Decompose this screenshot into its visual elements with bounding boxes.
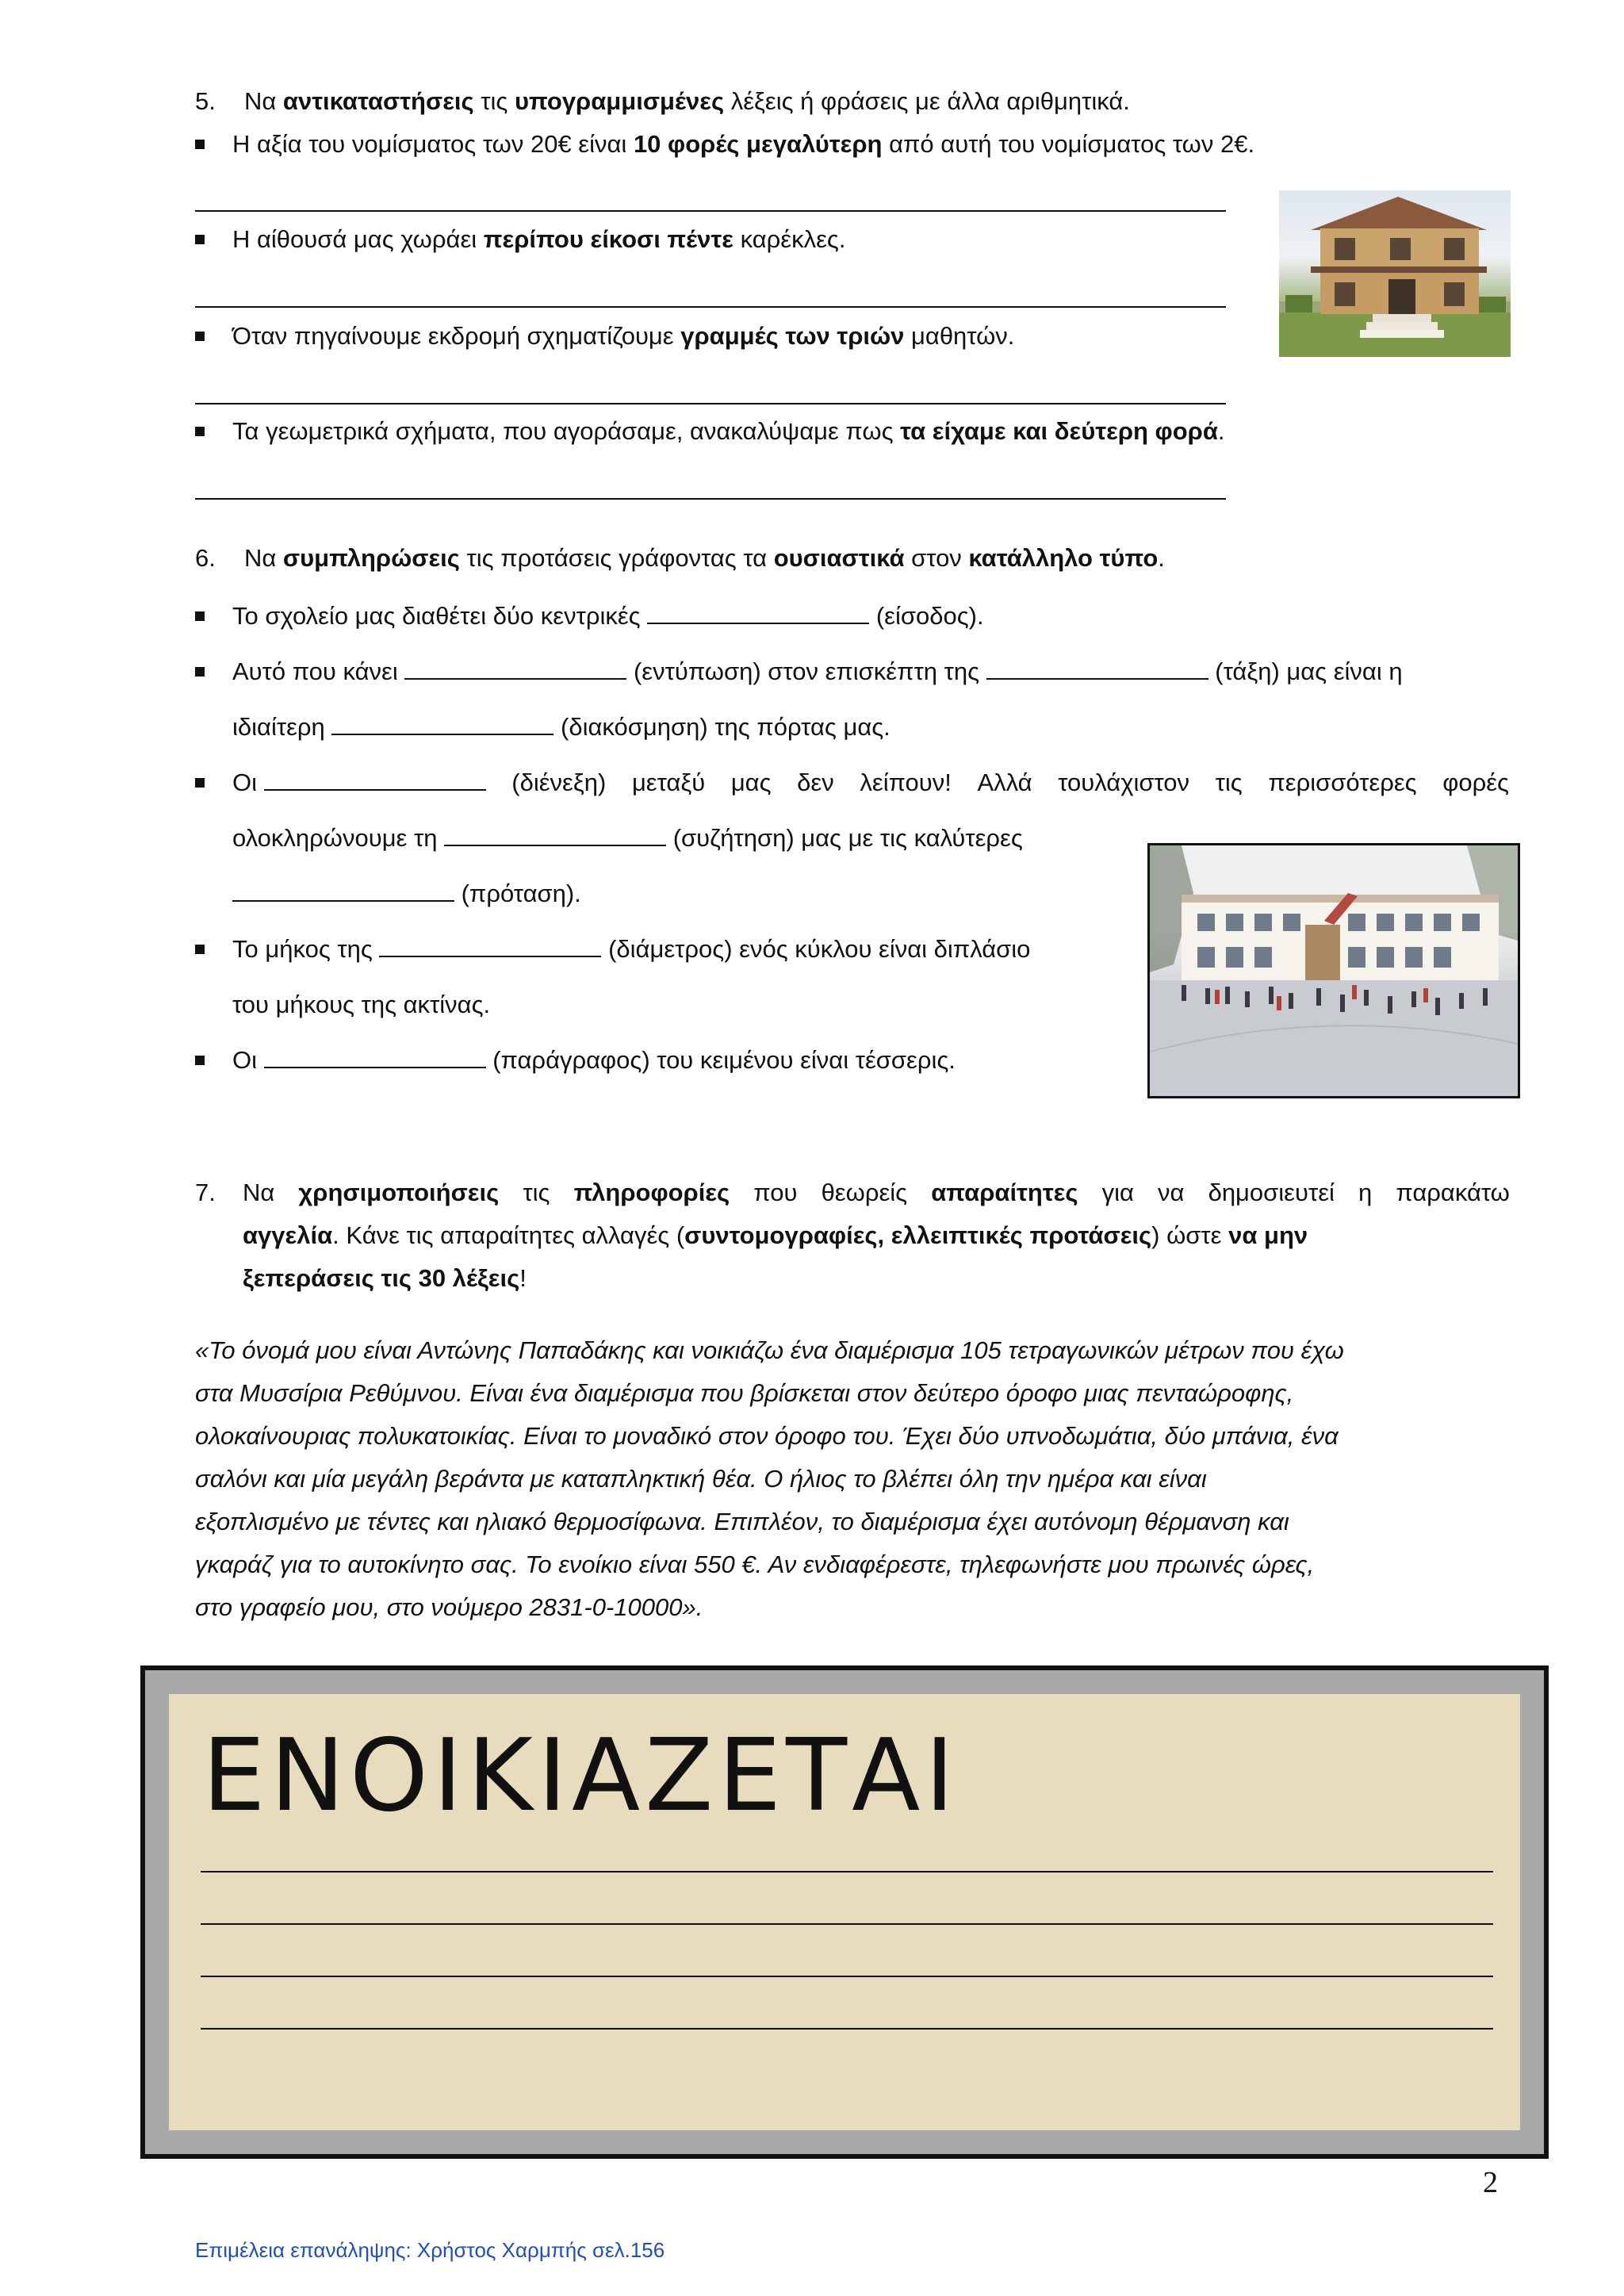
bullet	[195, 611, 205, 621]
item-word: δεν	[797, 769, 834, 796]
source-line	[195, 1586, 1511, 1629]
source-line-text: στα Μυσσίρια Ρεθύμνου. Είναι ένα διαμέρισμα που βρίσκεται στον δεύτερο όροφο μιας πενταώροφης,	[195, 1379, 1294, 1407]
item-text: (είσοδος).	[869, 602, 984, 630]
fill-blank[interactable]	[232, 880, 454, 902]
item-text: Το μήκος της	[232, 935, 380, 963]
q6-item-3-line-2	[232, 821, 1023, 856]
q6-item-3-line-3	[232, 876, 581, 911]
item-text: ιδιαίτερη	[232, 713, 332, 741]
q5-header	[195, 84, 1130, 119]
ad-box	[140, 1665, 1549, 2159]
item-text: .	[1217, 417, 1225, 445]
item-text: Η αξία του νομίσματος των 20€ είναι	[232, 130, 634, 158]
q7-bold: συντομογραφίες, ελλειπτικές προτάσεις	[684, 1221, 1152, 1249]
q5-item-3	[232, 319, 1014, 354]
q6-header	[195, 541, 1165, 576]
q7-text: !	[519, 1264, 527, 1292]
q7-line-3	[243, 1261, 527, 1296]
q6-number: 6.	[195, 544, 216, 572]
source-line-text: στο γραφείο μου, στο νούμερο 2831-0-10000».	[195, 1593, 703, 1621]
q5-header-text: Να	[244, 87, 283, 115]
ad-title: ΕΝΟΙΚΙΑΖΕΤΑΙ	[202, 1717, 959, 1834]
item-text: (συζήτηση) μας με τις καλύτερες	[666, 824, 1023, 852]
item-word: (διένεξη)	[511, 769, 607, 796]
q7-number-wrap	[195, 1175, 244, 1210]
bullet	[195, 332, 205, 341]
q6-header-text: .	[1158, 544, 1165, 572]
q7-word: που	[753, 1179, 798, 1206]
q5-header-text: λέξεις ή φράσεις με άλλα αριθμητικά.	[724, 87, 1130, 115]
bullet	[195, 778, 205, 788]
fill-blank[interactable]	[264, 769, 486, 791]
ad-answer-line[interactable]	[201, 1923, 1493, 1925]
page-number: 2	[1483, 2166, 1498, 2199]
bullet	[195, 1056, 205, 1065]
item-text: (διάμετρος) ενός κύκλου είναι διπλάσιο	[601, 935, 1031, 963]
ad-answer-line[interactable]	[201, 1871, 1493, 1872]
item-text: Η αίθουσά μας χωράει	[232, 225, 484, 253]
source-line	[195, 1501, 1511, 1543]
q7-word: θεωρείς	[821, 1179, 908, 1206]
bullet	[195, 945, 205, 954]
q6-header-text: Να	[244, 544, 283, 572]
source-line-text: γκαράζ για το αυτοκίνητο σας. Το ενοίκιο είναι 550 €. Αν ενδιαφέρεστε, τηλεφωνήστε μου πρωινές ώρες,	[195, 1550, 1315, 1578]
fill-blank[interactable]	[404, 657, 626, 680]
item-text: μαθητών.	[904, 322, 1015, 350]
item-bold: γραμμές των τριών	[680, 322, 905, 350]
school-illustration	[1150, 845, 1518, 1096]
item-word: μας	[730, 769, 772, 796]
item-word: τουλάχιστον	[1058, 769, 1190, 796]
q7-word-bold: πληροφορίες	[573, 1179, 730, 1206]
item-bold: περίπου είκοσι πέντε	[483, 225, 733, 253]
source-line	[195, 1543, 1511, 1586]
answer-line[interactable]	[195, 403, 1226, 404]
q6-item-3-line-1	[232, 765, 1509, 800]
ad-answer-line[interactable]	[201, 1976, 1493, 1977]
source-line-text: «Το όνομά μου είναι Αντώνης Παπαδάκης και νοικιάζω ένα διαμέρισμα 105 τετραγωνικών μέτρων που έχω	[195, 1336, 1344, 1364]
q7-word: παρακάτω	[1396, 1179, 1510, 1206]
source-line	[195, 1329, 1511, 1372]
item-text: Τα γεωμετρικά σχήματα, που αγοράσαμε, ανακαλύψαμε πως	[232, 417, 901, 445]
q7-word-bold: χρησιμοποιήσεις	[298, 1179, 500, 1206]
q6-item-2-line-1	[232, 654, 1509, 689]
q7-bold: να μην	[1228, 1221, 1308, 1249]
item-text: (εντύπωση) στον επισκέπτη της	[626, 657, 986, 685]
q7-bold: ξεπεράσεις τις 30 λέξεις	[243, 1264, 520, 1292]
item-word: τις	[1215, 769, 1243, 796]
q7-word: να	[1158, 1179, 1185, 1206]
item-text: Όταν πηγαίνουμε εκδρομή σχηματίζουμε	[232, 322, 681, 350]
fill-blank[interactable]	[986, 657, 1208, 680]
q7-text: . Κάνε τις απαραίτητες αλλαγές (	[332, 1221, 685, 1249]
item-text: ολοκληρώνουμε τη	[232, 824, 445, 852]
q5-header-bold: υπογραμμισμένες	[514, 87, 725, 115]
item-text: Αυτό που κάνει	[232, 657, 405, 685]
q5-item-4	[232, 414, 1225, 449]
answer-line[interactable]	[195, 306, 1226, 308]
bullet	[195, 667, 205, 677]
q7-number: 7.	[195, 1179, 216, 1206]
item-word: μεταξύ	[631, 769, 706, 796]
q5-item-1	[232, 127, 1254, 162]
q7-bold: αγγελία	[243, 1221, 333, 1249]
q6-item-5	[232, 1043, 956, 1078]
item-text: (παράγραφος) του κειμένου είναι τέσσερις.	[485, 1046, 956, 1074]
ad-source-text	[195, 1329, 1511, 1629]
q7-word: Να	[243, 1179, 275, 1206]
fill-blank[interactable]	[331, 713, 553, 735]
house-photo	[1279, 190, 1511, 357]
q7-line-2	[243, 1218, 1510, 1253]
item-text: από αυτή του νομίσματος των 2€.	[882, 130, 1255, 158]
fill-blank[interactable]	[444, 824, 666, 846]
item-word: λείπουν!	[860, 769, 952, 796]
bullet	[195, 140, 205, 149]
q6-header-text: τις προτάσεις γράφοντας τα	[459, 544, 774, 572]
item-text: του μήκους της ακτίνας.	[232, 991, 491, 1018]
item-text: καρέκλες.	[733, 225, 846, 253]
q7-word: δημοσιευτεί	[1208, 1179, 1335, 1206]
item-word: περισσότερες	[1268, 769, 1417, 796]
bullet	[195, 427, 205, 436]
q5-header-text: τις	[473, 87, 515, 115]
q7-word: για	[1101, 1179, 1134, 1206]
item-text: (πρόταση).	[454, 880, 581, 907]
item-text: Οι	[232, 1046, 264, 1074]
item-text: Το σχολείο μας διαθέτει δύο κεντρικές	[232, 602, 648, 630]
item-text: Οι	[232, 769, 264, 796]
q6-item-4-line-1	[232, 932, 1030, 967]
item-bold: τα είχαμε και δεύτερη φορά	[900, 417, 1218, 445]
bullet	[195, 235, 205, 244]
q6-item-4-line-2	[232, 987, 490, 1022]
q7-line-1	[243, 1175, 1510, 1210]
answer-line[interactable]	[195, 210, 1226, 212]
fill-blank[interactable]	[647, 602, 869, 624]
q5-header-bold: αντικαταστήσεις	[282, 87, 474, 115]
source-line-text: σαλόνι και μία μεγάλη βεράντα με καταπληκτική θέα. Ο ήλιος το βλέπει όλη την ημέρα και είναι	[195, 1465, 1207, 1493]
q6-header-bold: συμπληρώσεις	[282, 544, 460, 572]
source-line	[195, 1372, 1511, 1415]
fill-blank[interactable]	[264, 1046, 486, 1068]
source-line-text: ολοκαίνουριας πολυκατοικίας. Είναι το μοναδικό στον όροφο του. Έχει δύο υπνοδωμάτια, δύο μπάνια, ένα	[195, 1422, 1339, 1450]
q7-word: η	[1358, 1179, 1373, 1206]
item-text: (διακόσμηση) της πόρτας μας.	[553, 713, 891, 741]
answer-line[interactable]	[195, 498, 1226, 500]
q6-header-text: στον	[904, 544, 969, 572]
q6-header-bold: ουσιαστικά	[773, 544, 905, 572]
item-word: φορές	[1442, 769, 1509, 796]
ad-answer-line[interactable]	[201, 2028, 1493, 2030]
q6-item-1	[232, 599, 984, 634]
item-text: (τάξη) μας είναι η	[1208, 657, 1403, 685]
q7-word-bold: απαραίτητες	[931, 1179, 1078, 1206]
fill-blank[interactable]	[379, 935, 601, 957]
q6-header-bold: κατάλληλο τύπο	[968, 544, 1159, 572]
item-bold: 10 φορές μεγαλύτερη	[633, 130, 883, 158]
house-illustration	[1279, 190, 1511, 357]
q6-item-2-line-2	[232, 710, 891, 745]
school-photo	[1147, 843, 1520, 1098]
item-word: Αλλά	[977, 769, 1032, 796]
source-line	[195, 1415, 1511, 1458]
q5-number: 5.	[195, 87, 216, 115]
q7-text: ) ώστε	[1151, 1221, 1229, 1249]
source-line	[195, 1458, 1511, 1501]
ad-panel	[169, 1694, 1520, 2130]
source-line-text: εξοπλισμένο με τέντες και ηλιακό θερμοσίφωνα. Επιπλέον, το διαμέρισμα έχει αυτόνομη θέρμανση και	[195, 1508, 1289, 1535]
q7-word: τις	[523, 1179, 550, 1206]
footer-credit: Επιμέλεια επανάληψης: Χρήστος Χαρμπής σελ.156	[195, 2238, 665, 2262]
q5-item-2	[232, 222, 845, 257]
